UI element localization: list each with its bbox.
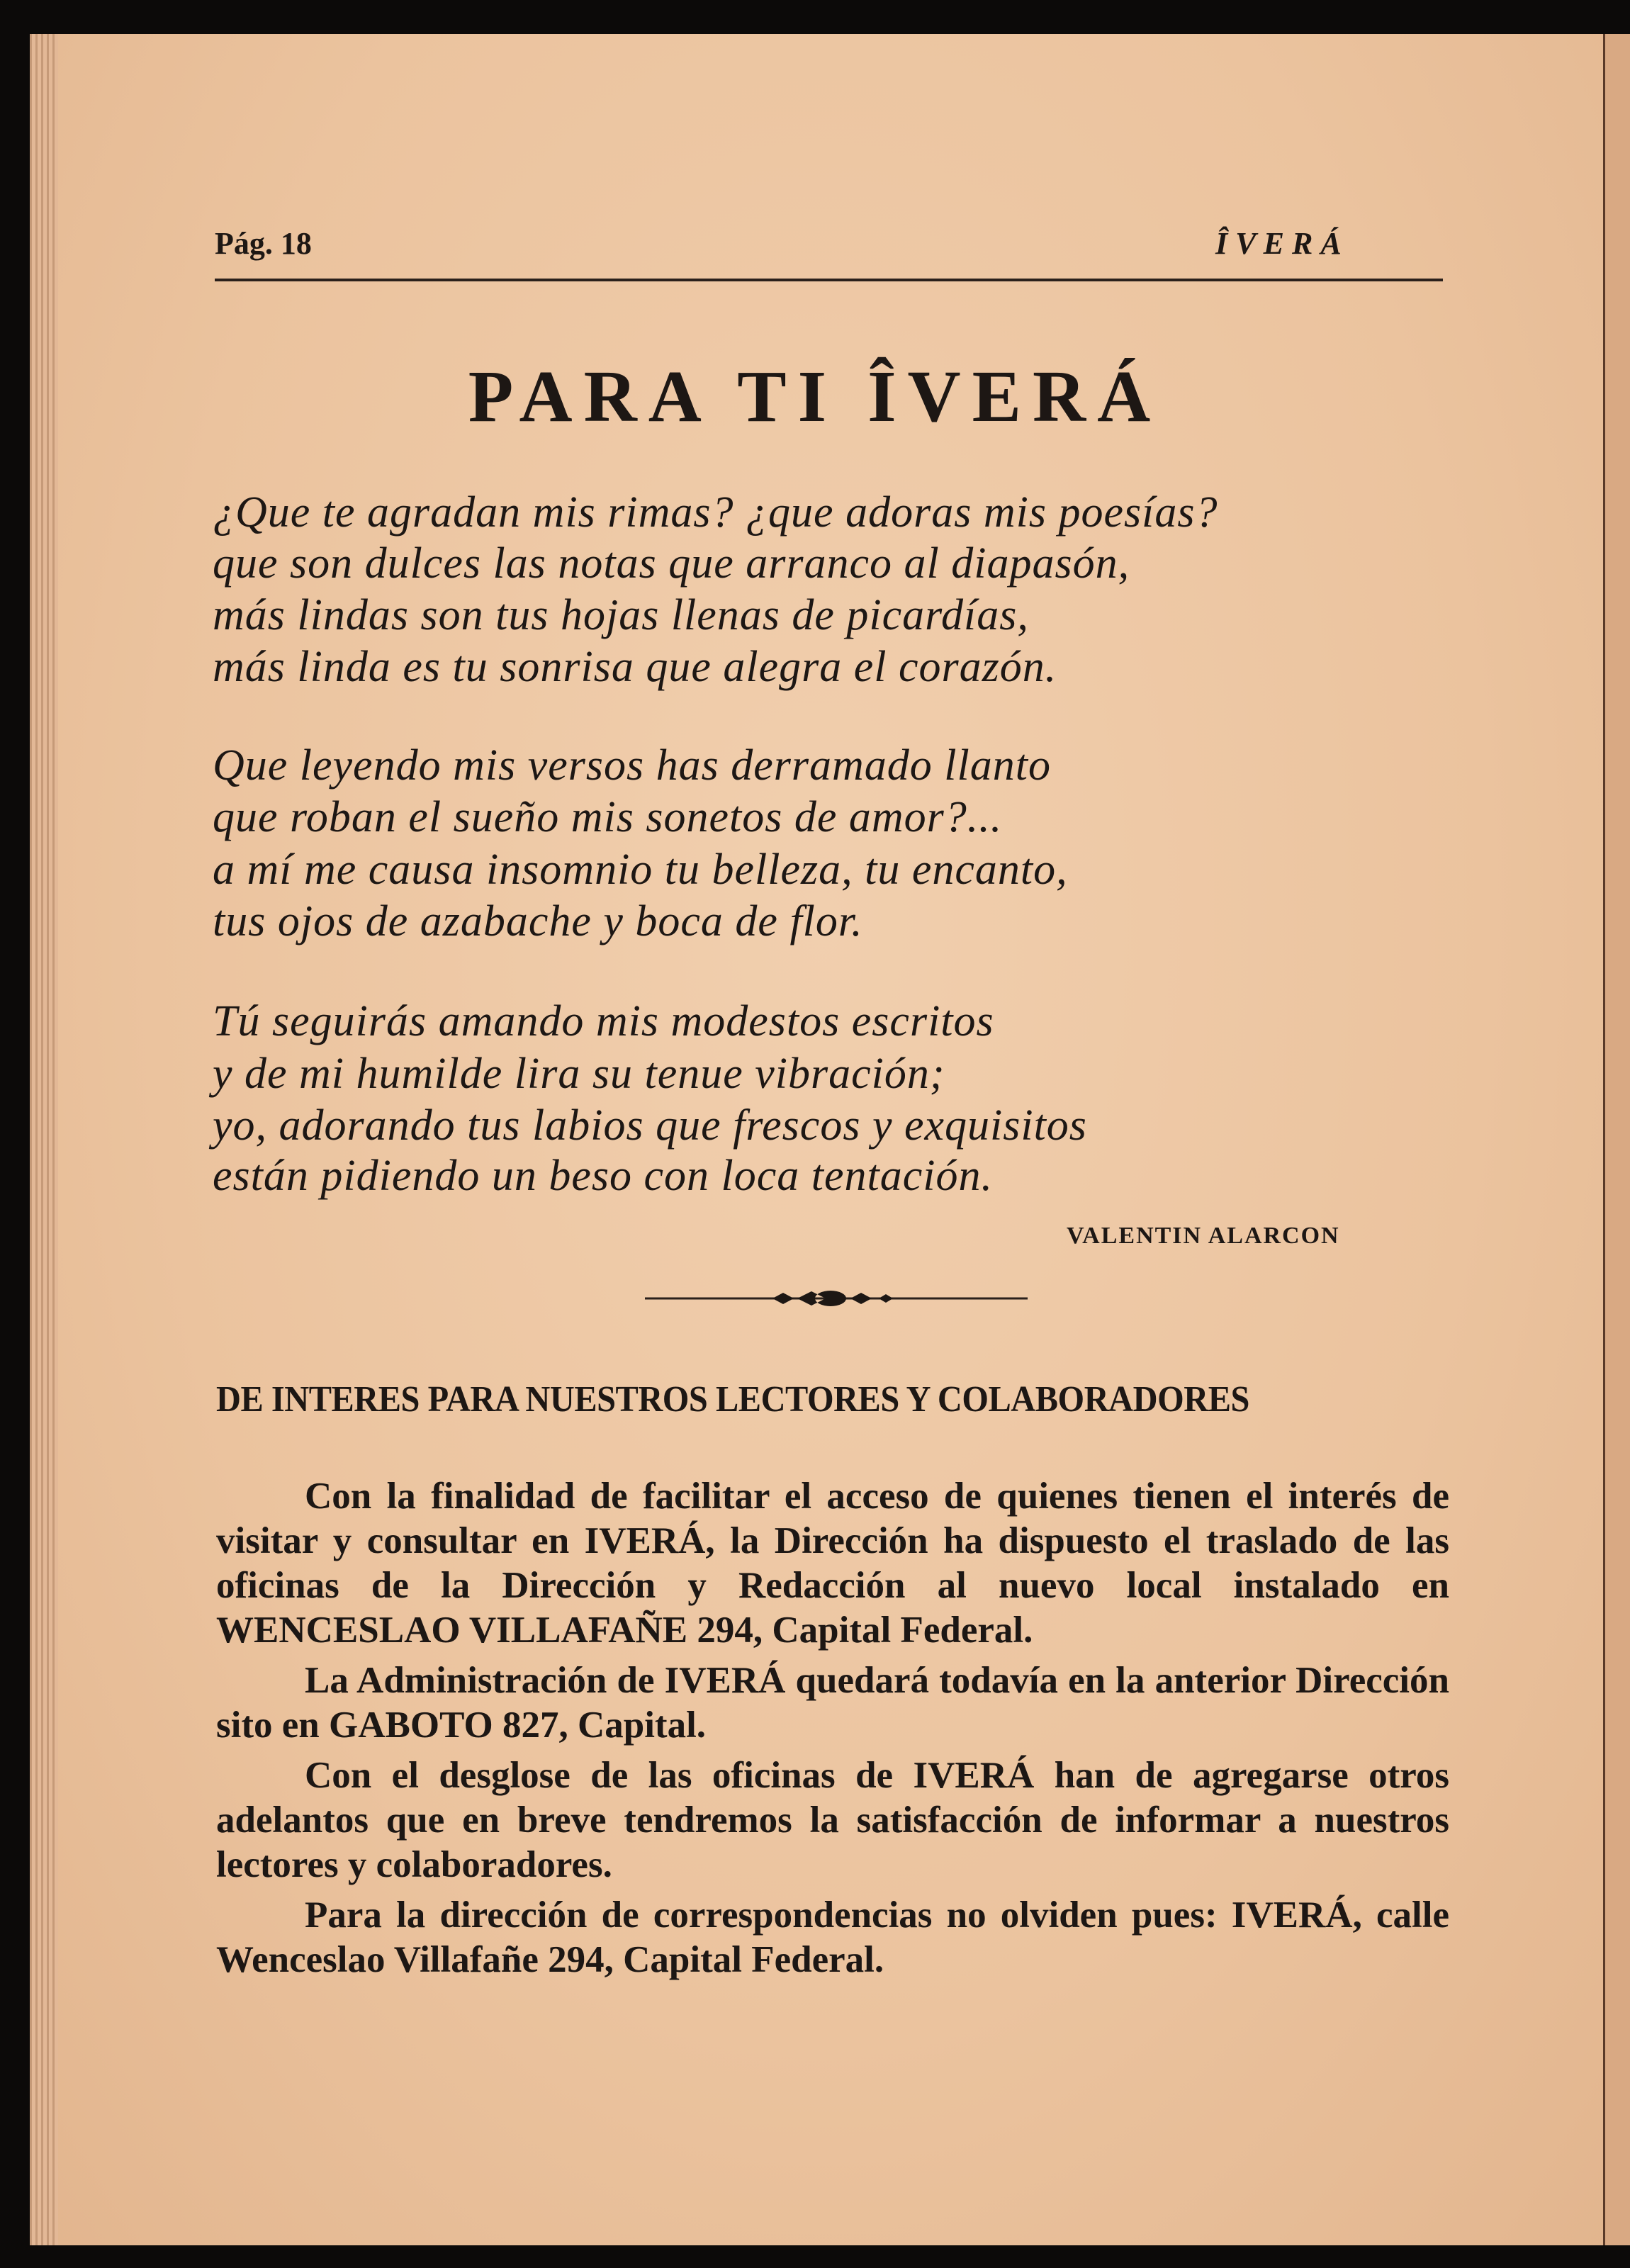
verse-line: están pidiendo un beso con loca tentación. bbox=[213, 1152, 993, 1200]
page-number: Pág. 18 bbox=[215, 226, 312, 261]
ornament-divider bbox=[645, 1284, 1028, 1313]
poem-author: VALENTIN ALARCON bbox=[1067, 1223, 1340, 1249]
verse-line: más linda es tu sonrisa que alegra el corazón. bbox=[213, 643, 1057, 691]
verse-line: más lindas son tus hojas llenas de picardías, bbox=[213, 591, 1029, 639]
notice-body bbox=[216, 1474, 1449, 1988]
verse-line: ¿Que te agradan mis rimas? ¿que adoras mis poesías? bbox=[213, 488, 1218, 537]
notice-paragraph: La Administración de IVERÁ quedará todavía en la anterior Dirección sito en GABOTO 827, Capital. bbox=[216, 1660, 1449, 1746]
verse-line: yo, adorando tus labios que frescos y exquisitos bbox=[213, 1101, 1087, 1150]
poem-title: PARA TI ÎVERÁ bbox=[468, 356, 1162, 437]
verse-line: que son dulces las notas que arranco al diapasón, bbox=[213, 539, 1130, 588]
notice-heading: DE INTERES PARA NUESTROS LECTORES Y COLABORADORES bbox=[216, 1379, 1249, 1420]
verse-line: y de mi humilde lira su tenue vibración; bbox=[213, 1050, 945, 1098]
verse-line: tus ojos de azabache y boca de flor. bbox=[213, 897, 863, 945]
verse-line: Tú seguirás amando mis modestos escritos bbox=[213, 997, 994, 1045]
verse-line: que roban el sueño mis sonetos de amor?... bbox=[213, 793, 1003, 841]
notice-paragraph: Para la dirección de correspondencias no olviden pues: IVERÁ, calle Wenceslao Villafañe 294, Capital Federal. bbox=[216, 1894, 1449, 1980]
notice-paragraph: Con la finalidad de facilitar el acceso de quienes tienen el interés de visitar y consultar en IVERÁ, la Dirección ha dispuesto el traslado de las oficinas de la Dirección y Redacción al nuevo local instalado en WENCESLAO VILLAFAÑE 294, Capital Federal. bbox=[216, 1476, 1449, 1651]
verse-line: Que leyendo mis versos has derramado llanto bbox=[213, 741, 1051, 790]
verse-line: a mí me causa insomnio tu belleza, tu encanto, bbox=[213, 846, 1068, 894]
notice-paragraph: Con el desglose de las oficinas de IVERÁ han de agregarse otros adelantos que en breve tendremos la satisfacción de informar a nuestros lectores y colaboradores. bbox=[216, 1755, 1449, 1885]
magazine-name: Î V E R Á bbox=[1215, 226, 1342, 261]
header-rule bbox=[215, 279, 1443, 281]
